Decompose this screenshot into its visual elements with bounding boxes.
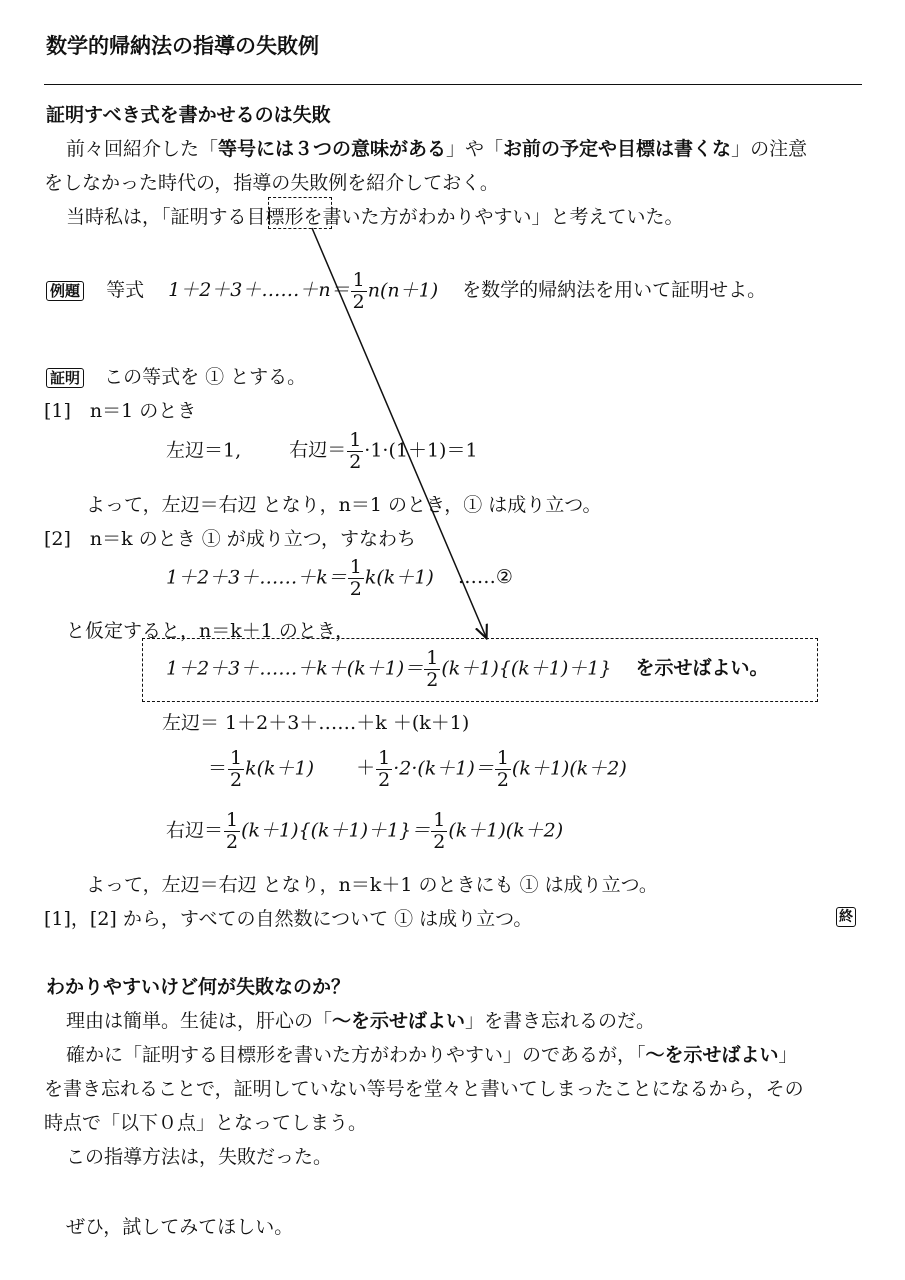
- page-title: 数学的帰納法の指導の失敗例: [46, 34, 319, 58]
- equals-sign: ＝: [208, 757, 228, 780]
- proof-step2-conclusion: よって，左辺＝右辺 となり，n＝k＋1 のときにも ① は成り立つ。: [86, 874, 658, 896]
- proof-step1-conclusion: よって，左辺＝右辺 となり，n＝1 のとき，① は成り立つ。: [86, 494, 602, 516]
- section2-paragraph-2: [66, 1040, 798, 1067]
- proof-step2-head: [2] n＝k のとき ① が成り立つ，すなわち: [44, 528, 417, 550]
- goal-statement: を示せばよい。: [635, 657, 769, 680]
- rhs-result: (k＋1)(k＋2): [448, 819, 564, 842]
- text-span: 理由は簡単。生徒は，肝心の「: [66, 1010, 333, 1032]
- fraction-numerator: 1: [496, 747, 509, 769]
- lhs-term2: ·2·(k＋1)＝: [393, 757, 494, 780]
- equation-number-2: ……②: [457, 566, 513, 589]
- end-tag: 終: [836, 907, 856, 927]
- example-lhs: 1＋2＋3＋……＋n＝: [168, 279, 350, 302]
- rhs-expression: (k＋1){(k＋1)＋1}＝: [241, 819, 431, 842]
- proof-step1-head: [1] n＝1 のとき: [44, 400, 197, 422]
- fraction-denominator: 2: [349, 577, 362, 600]
- fraction-numerator: 1: [230, 747, 243, 769]
- fraction-numerator: 1: [433, 809, 446, 831]
- fraction-denominator: 2: [230, 768, 243, 791]
- emphasis-text: 〜を示せばよい: [332, 1010, 466, 1032]
- section-heading-2: わかりやすいけど何が失敗なのか？: [46, 976, 351, 998]
- section2-paragraph-3: この指導方法は，失敗だった。: [66, 1146, 333, 1168]
- text-span: を書いた方がわかりやすい」と考えていた。: [303, 206, 684, 228]
- fraction-numerator: 1: [226, 809, 239, 831]
- fraction-numerator: 1: [378, 747, 391, 769]
- emphasis-text: お前の予定や目標は書くな: [503, 138, 732, 160]
- text-span: 」: [778, 1044, 798, 1066]
- section-heading-1: 証明すべき式を書かせるのは失敗: [46, 104, 331, 126]
- section2-paragraph-1: [66, 1006, 655, 1033]
- fraction-numerator: 1: [352, 269, 365, 291]
- proof-step2-assumption: と仮定すると，n＝k＋1 のとき，: [66, 620, 355, 642]
- emphasis-text: 等号には３つの意味がある: [218, 138, 447, 160]
- text-span: 当時私は，「証明する: [66, 206, 247, 228]
- fraction-numerator: 1: [426, 647, 439, 669]
- fraction-denominator: 2: [496, 768, 509, 791]
- example-label: 等式: [106, 279, 145, 302]
- goal-lhs: 1＋2＋3＋……＋k＋(k＋1)＝: [166, 657, 424, 680]
- fraction-denominator: 2: [378, 768, 391, 791]
- text-span: 」や「: [446, 138, 504, 160]
- proof-intro-text: この等式を ① とする。: [104, 366, 307, 388]
- text-span: 前々回紹介した「: [66, 138, 219, 160]
- fraction-numerator: 1: [349, 429, 362, 451]
- step1-left-side: 左辺＝1,: [166, 439, 242, 462]
- plus-sign: ＋: [356, 757, 376, 780]
- fraction-denominator: 2: [226, 830, 239, 853]
- text-span: 」の注意: [731, 138, 808, 160]
- fraction-denominator: 2: [352, 290, 365, 313]
- step1-right-side-value: ·1·(1＋1)＝1: [364, 439, 478, 462]
- fraction-numerator: 1: [349, 556, 362, 578]
- lhs-term1: k(k＋1): [245, 757, 315, 780]
- hypothesis-lhs: 1＋2＋3＋……＋k＝: [166, 566, 347, 589]
- target-form-word: 目標形: [246, 206, 304, 228]
- section2-paragraph-2-cont: を書き忘れることで，証明していない等号を堂々と書いてしまったことになるから，その: [44, 1078, 804, 1100]
- fraction-denominator: 2: [433, 830, 446, 853]
- text-span: 」を書き忘れるのだ。: [465, 1010, 656, 1032]
- proof-tag: 証明: [46, 368, 84, 388]
- fraction-denominator: 2: [349, 450, 362, 473]
- rhs-label: 右辺＝: [166, 819, 224, 842]
- section2-paragraph-2-cont2: 時点で「以下０点」となってしまう。: [44, 1112, 368, 1134]
- emphasis-text: 〜を示せばよい: [645, 1044, 779, 1066]
- arrow-line: [312, 228, 486, 637]
- lhs-calc-line1: 左辺＝ 1＋2＋3＋……＋k ＋(k＋1): [162, 712, 470, 734]
- section2-paragraph-4: ぜひ，試してみてほしい。: [66, 1216, 294, 1238]
- goal-rhs: (k＋1){(k＋1)＋1}: [441, 657, 612, 680]
- text-span: 確かに「証明する目標形を書いた方がわかりやすい」のであるが，「: [66, 1044, 646, 1066]
- lhs-result: (k＋1)(k＋2): [511, 757, 627, 780]
- example-rhs: n(n＋1): [367, 279, 439, 302]
- step1-right-side-label: 右辺＝: [289, 439, 347, 462]
- proof-final-conclusion: [1]，[2] から，すべての自然数について ① は成り立つ。: [44, 908, 533, 930]
- hypothesis-rhs: k(k＋1): [364, 566, 434, 589]
- example-instruction: を数学的帰納法を用いて証明せよ。: [462, 279, 767, 302]
- example-tag: 例題: [46, 281, 84, 301]
- fraction-denominator: 2: [426, 668, 439, 691]
- section1-paragraph-1-cont: をしなかった時代の，指導の失敗例を紹介しておく。: [44, 172, 499, 194]
